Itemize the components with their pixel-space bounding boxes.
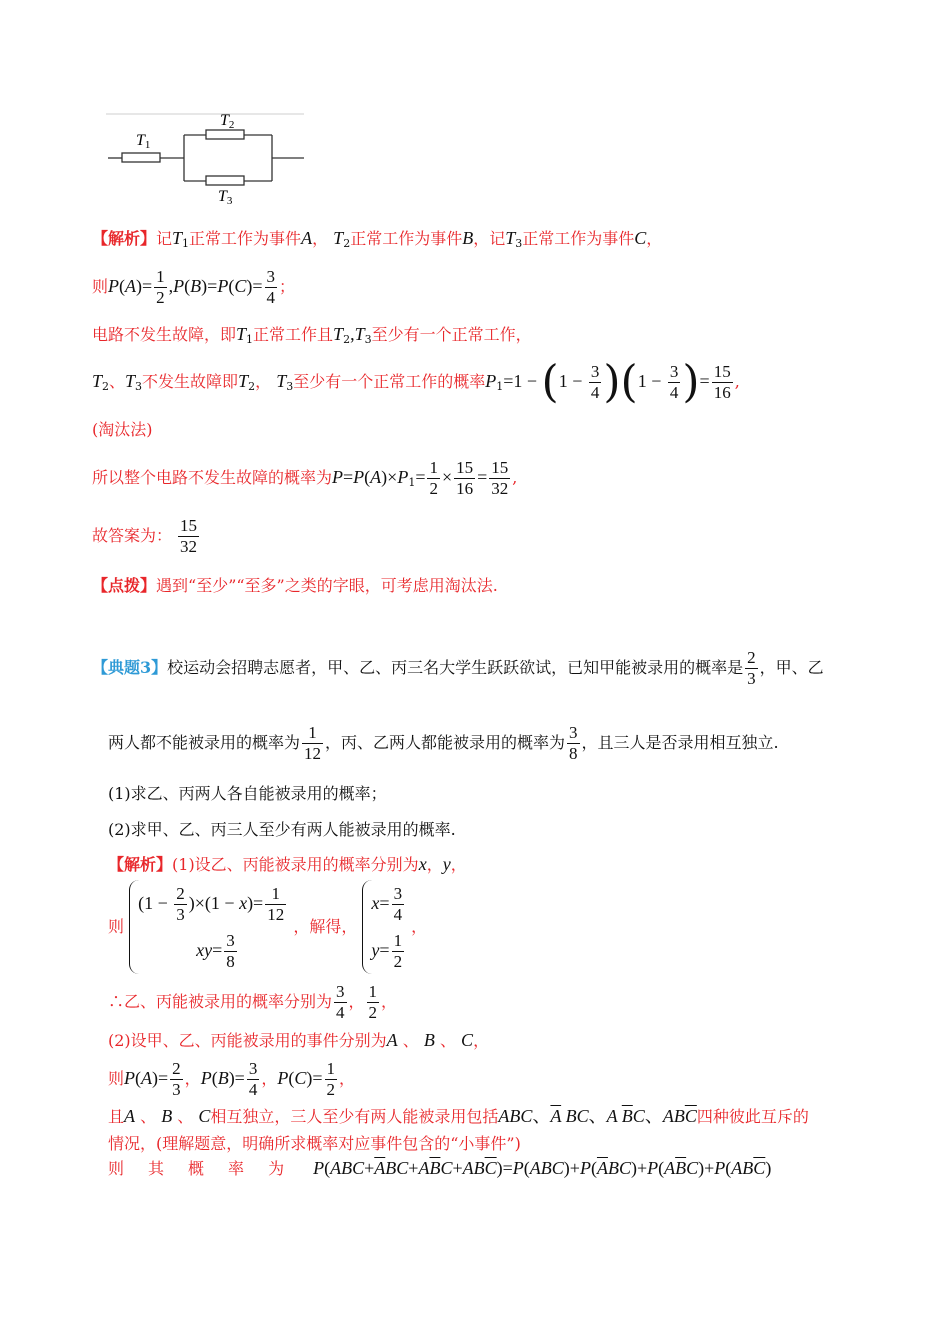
frac-1-2: $\frac{1}{2}$ (156, 267, 165, 307)
sol1-line5: (淘汰法) (92, 420, 153, 439)
sol1-line6: 所以整个电路不发生故障的概率为$P=P(A)\times P_1=$ $\frac{1}{2}$ × $\frac{15}{16}$ = $\frac{15}{32}$ , (92, 458, 518, 498)
example-tag: 【典题3】 (92, 658, 168, 677)
sol3-line5: 则P(A)= $\frac{2}{3}$ ，P(B)= $\frac{3}{4}$ ，P(C)= $\frac{1}{2}$ ， (108, 1059, 356, 1099)
sol3-line7: 情况，(理解题意，明确所求概率对应事件包含的“小事件”) (108, 1134, 521, 1153)
sol3-line4: (2)设甲、乙、丙能被录用的事件分别为A 、 B 、 C， (108, 1030, 490, 1050)
resistor-t3 (206, 176, 244, 185)
equation-system-2: x= $\frac{3}{4}$ y= $\frac{1}{2}$ (362, 880, 406, 974)
resistor-t1 (122, 153, 160, 162)
sol3-line1: 【解析】(1)设乙、丙能被录用的概率分别为x，y， (108, 854, 467, 874)
analysis-tag: 【解析】 (92, 229, 157, 248)
sol1-answer: 故答案为： $\frac{15}{32}$ (92, 516, 198, 556)
ex3-question-line2: 两人都不能被录用的概率为 $\frac{1}{12}$ ，丙、乙两人都能被录用的概率为 $\frac{3}{8}$ ，且三人是否录用相互独立. (108, 723, 779, 763)
sol3-line3: ∴乙、丙能被录用的概率分别为 $\frac{3}{4}$ ， $\frac{1}{2}$ ， (108, 982, 398, 1022)
ex3-q2: (2)求甲、乙、丙三人至少有两人能被录用的概率. (108, 820, 456, 839)
sol3-line6: 且A 、 B 、 C相互独立，三人至少有两人能被录用包括ABC、$\overline{A}$ BC、A $\overline{B}C$、$AB\overline{C}$四种彼此互斥的 (108, 1106, 809, 1126)
sol3-line8: 则 其 概 率 为 $P(ABC+\overline{A}BC+A\overline{B}C+AB\overline{C})=P(ABC)+P(\overline{A}BC)+P(A\overline{B}C)+P(AB\overline{C})$ (108, 1158, 772, 1178)
resistor-t2 (206, 130, 244, 139)
ex3-q1: (1)求乙、丙两人各自能被录用的概率； (108, 784, 387, 803)
label-t1: $T_1$ (136, 132, 151, 151)
sol1-line2: 则P(A)= $\frac{1}{2}$ ,P(B)=P(C)= $\frac{3}{4}$ ； (92, 267, 296, 307)
circuit-svg (104, 108, 314, 212)
sol1-line1: 【解析】记$T_1$正常工作为事件A， $T_2$正常工作为事件B，记$T_3$正常工作为事件C， (92, 228, 663, 250)
label-t2: $T_2$ (220, 112, 235, 131)
sol1-line3: 电路不发生故障，即$T_1$正常工作且$T_2,T_3$至少有一个正常工作， (92, 324, 532, 346)
label-t3: $T_3$ (218, 188, 233, 207)
ex3-question-line1: 【典题3】校运动会招聘志愿者，甲、乙、丙三名大学生跃跃欲试，已知甲能被录用的概率是 $\frac{2}{3}$ ，甲、乙 (92, 648, 824, 688)
circuit-diagram (104, 108, 314, 212)
sol1-tip: 【点拨】遇到“至少”“至多”之类的字眼，可考虑用淘汰法. (92, 576, 498, 595)
frac-3-4: $\frac{3}{4}$ (266, 267, 275, 307)
tip-tag: 【点拨】 (92, 576, 157, 595)
sol1-line4: $T_2$、$T_3$不发生故障即$T_2$， $T_3$至少有一个正常工作的概率$P_1=1 - (1$ − $\frac{3}{4}$ )(1 − $\frac{3}{4}$ )= $\frac{15}{16}$ , (92, 356, 740, 408)
probability-expression: $P(ABC+\overline{A}BC+A\overline{B}C+AB\overline{C})=P(ABC)+P(\overline{A}BC)+P(A\overline{B}C)+P(AB\overline{C})$ (313, 1158, 772, 1178)
analysis-tag-2: 【解析】 (108, 855, 173, 874)
sol3-line2: 则 (1 − $\frac{2}{3}$ )×(1 − x)= $\frac{1}{12}$ xy= $\frac{3}{8}$ ，解得， x= $\frac{3}{4}$ y= $\frac{1}{2}$ ， (108, 880, 427, 976)
equation-system-1: (1 − $\frac{2}{3}$ )×(1 − x)= $\frac{1}{12}$ xy= $\frac{3}{8}$ (129, 880, 288, 974)
